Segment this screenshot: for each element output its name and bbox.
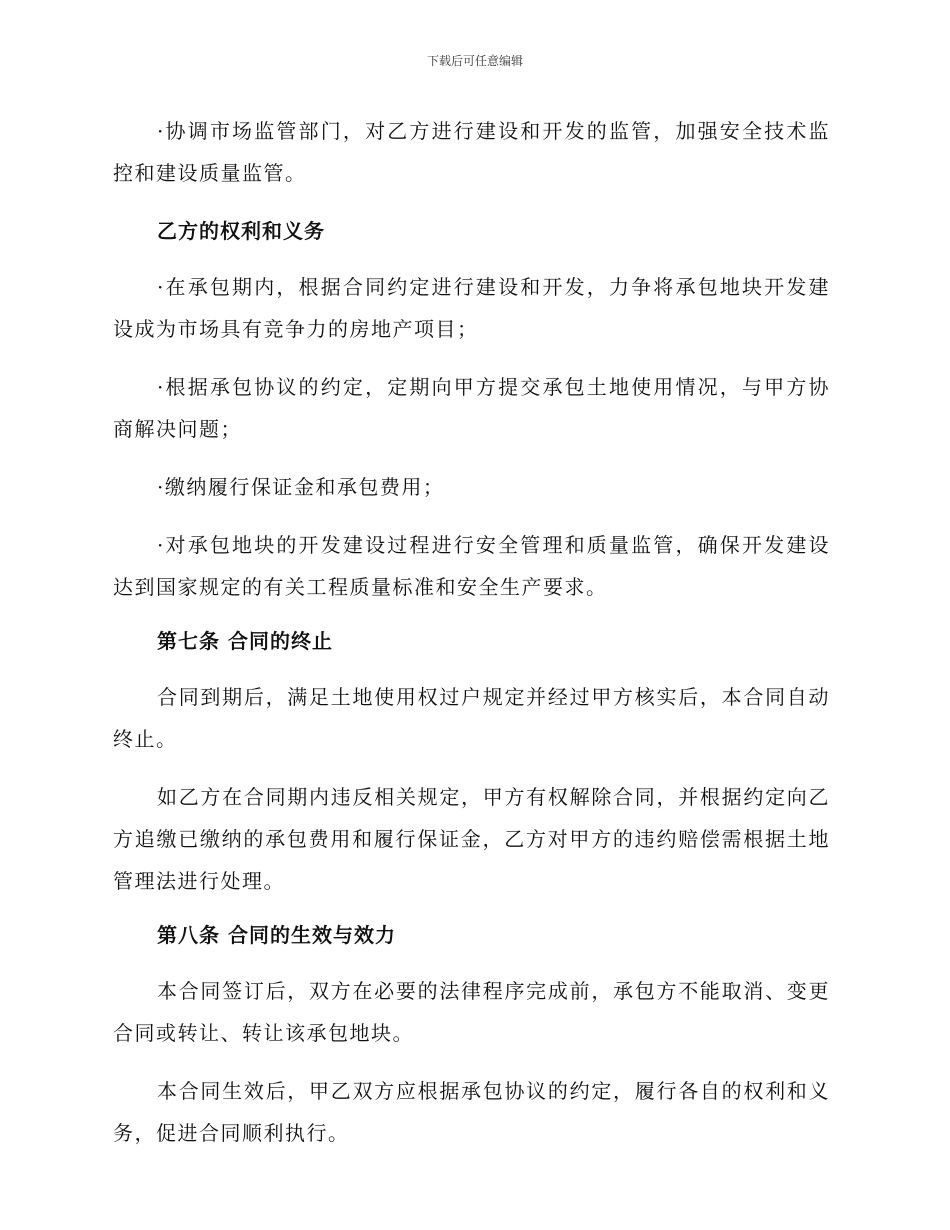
section-heading-party-b-rights: 乙方的权利和义务 — [157, 219, 325, 243]
document-body — [113, 110, 830, 1170]
paragraph-party-b-reporting: ·根据承包协议的约定，定期向甲方提交承包土地使用情况，与甲方协商解决问题； — [113, 375, 830, 441]
paragraph-party-b-safety: ·对承包地块的开发建设过程进行安全管理和质量监管，确保开发建设达到国家规定的有关工程质量标准和安全生产要求。 — [113, 533, 830, 599]
paragraph-effect-signing: 本合同签订后，双方在必要的法律程序完成前，承包方不能取消、变更合同或转让、转让该承包地块。 — [113, 979, 830, 1045]
section-heading-article-7: 第七条 合同的终止 — [157, 629, 333, 653]
paragraph-termination-breach: 如乙方在合同期内违反相关规定，甲方有权解除合同，并根据约定向乙方追缴已缴纳的承包费用和履行保证金，乙方对甲方的违约赔偿需根据土地管理法进行处理。 — [113, 785, 830, 893]
page-header: 下载后可任意编辑 — [426, 54, 523, 68]
paragraph-effect-performance: 本合同生效后，甲乙双方应根据承包协议的约定，履行各自的权利和义务，促进合同顺利执行。 — [113, 1079, 830, 1145]
section-heading-article-8: 第八条 合同的生效与效力 — [157, 923, 396, 947]
paragraph-party-b-development: ·在承包期内，根据合同约定进行建设和开发，力争将承包地块开发建设成为市场具有竞争力的房地产项目； — [113, 275, 830, 341]
paragraph-party-b-payment: ·缴纳履行保证金和承包费用； — [157, 475, 445, 499]
paragraph-termination-expiry: 合同到期后，满足土地使用权过户规定并经过甲方核实后，本合同自动终止。 — [113, 685, 830, 751]
paragraph-market-supervision: ·协调市场监管部门，对乙方进行建设和开发的监管，加强安全技术监控和建设质量监管。 — [113, 119, 830, 185]
